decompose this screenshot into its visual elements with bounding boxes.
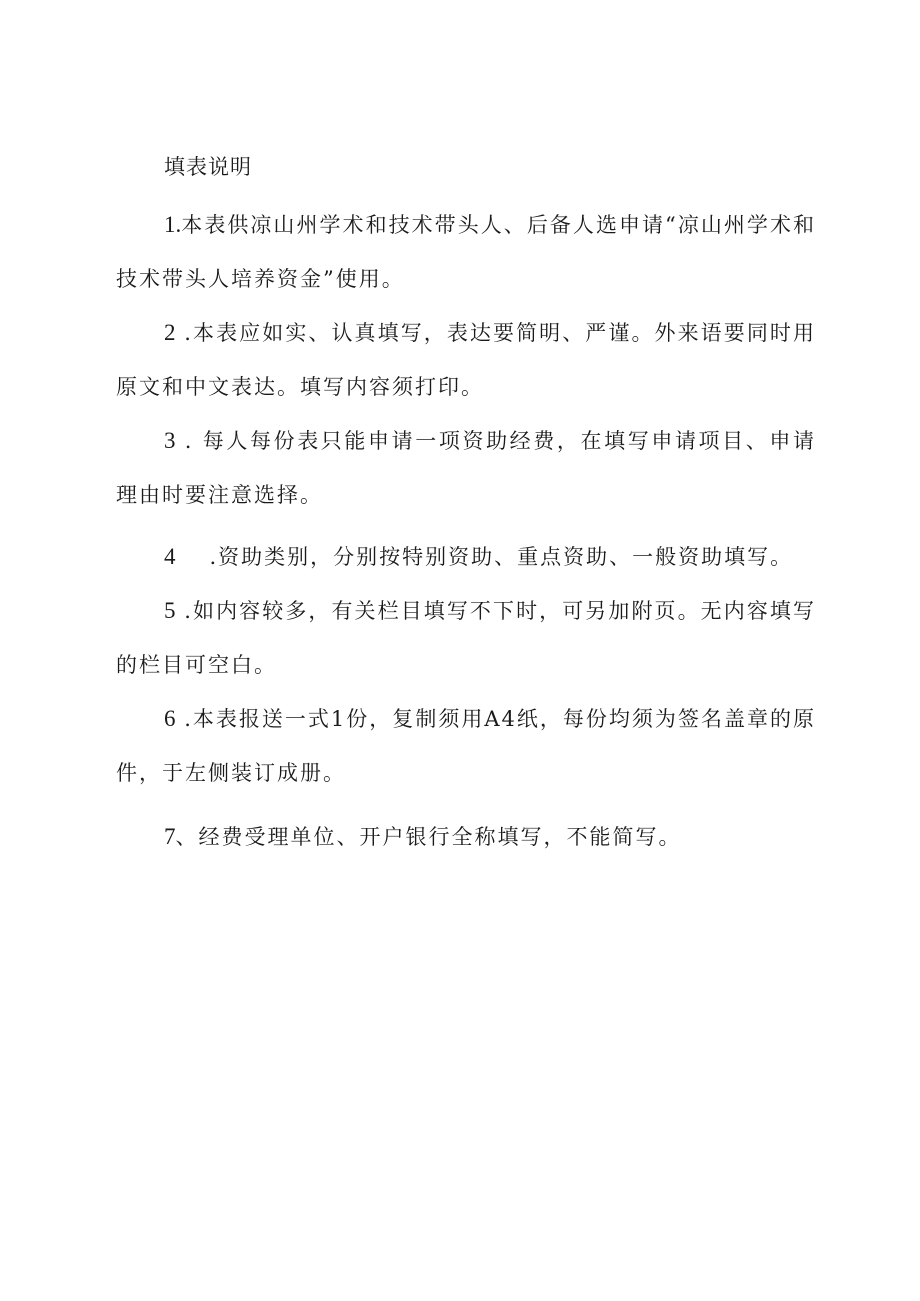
page-title: 填表说明	[164, 155, 252, 179]
item-number: 5	[164, 598, 176, 623]
instruction-item-5	[116, 584, 816, 692]
item-text: . 每人每份表只能申请一项资助经费，在填写申请项目、申请理由时要注意选择。	[116, 429, 816, 507]
instruction-item-2	[116, 306, 816, 414]
item-text: .如内容较多，有关栏目填写不下时，可另加附页。无内容填写的栏目可空白。	[116, 599, 816, 677]
item-text: .本表报送一式1份，复制须用A4纸，每份均须为签名盖章的原件，于左侧装订成册。	[116, 707, 816, 785]
item-text: 、经费受理单位、开户银行全称填写，不能简写。	[175, 825, 682, 849]
item-text: .资助类别，分别按特别资助、重点资助、一般资助填写。	[209, 545, 794, 569]
item-number: 7	[164, 824, 176, 849]
instruction-item-4	[116, 530, 816, 584]
instruction-item-1	[116, 198, 816, 306]
instruction-item-7	[116, 810, 816, 864]
item-text: .本表应如实、认真填写，表达要简明、严谨。外来语要同时用原文和中文表达。填写内容须打印。	[116, 321, 816, 399]
item-number: 3	[164, 428, 176, 453]
instruction-item-3	[116, 414, 816, 522]
item-text: 本表供凉山州学术和技术带头人、后备人选申请“凉山州学术和技术带头人培养资金”使用。	[116, 213, 816, 291]
item-number: 6	[164, 706, 176, 731]
instruction-item-6	[116, 692, 816, 800]
item-number: 1.	[164, 212, 182, 237]
item-number: 2	[164, 320, 176, 345]
item-number: 4	[164, 544, 176, 569]
